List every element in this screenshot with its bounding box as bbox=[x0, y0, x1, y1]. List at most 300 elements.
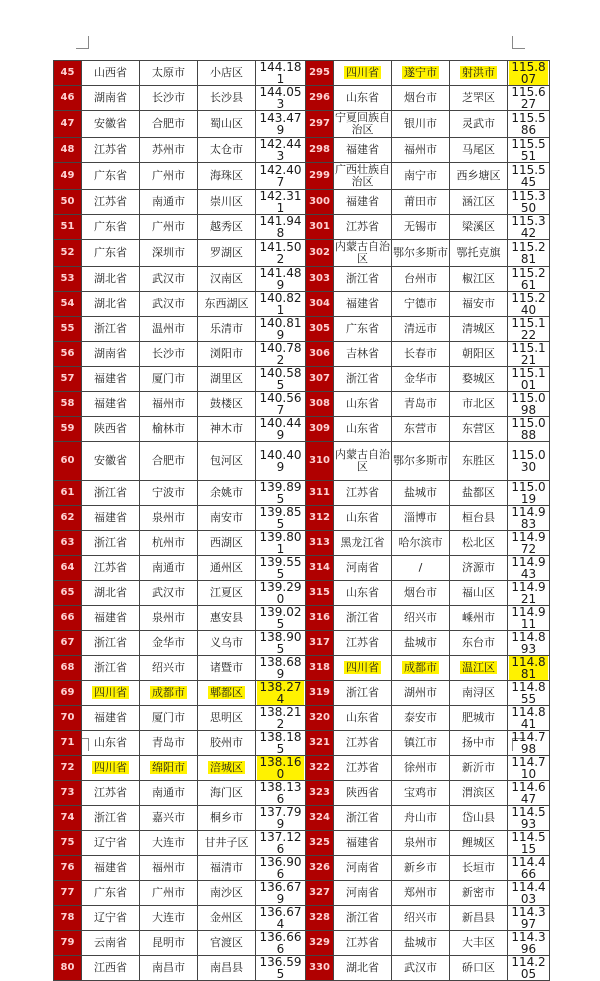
city-cell: 长春市 bbox=[392, 342, 450, 367]
table-row bbox=[54, 781, 550, 806]
province-cell: 江苏省 bbox=[334, 931, 392, 956]
province-cell: 安徽省 bbox=[82, 111, 140, 138]
rank-cell: 308 bbox=[306, 392, 334, 417]
city-cell: 大连市 bbox=[140, 831, 198, 856]
district-cell: 渭滨区 bbox=[450, 781, 508, 806]
score-cell: 136.674 bbox=[256, 906, 306, 931]
city-cell: 盐城市 bbox=[392, 631, 450, 656]
score-cell: 114.205 bbox=[508, 956, 550, 981]
city-cell: 舟山市 bbox=[392, 806, 450, 831]
rank-cell: 299 bbox=[306, 163, 334, 190]
city-cell: 郑州市 bbox=[392, 881, 450, 906]
province-cell: 云南省 bbox=[82, 931, 140, 956]
score-cell: 114.972 bbox=[508, 531, 550, 556]
district-cell: 东胜区 bbox=[450, 442, 508, 481]
district-cell: 新密市 bbox=[450, 881, 508, 906]
district-cell: 硚口区 bbox=[450, 956, 508, 981]
rank-cell: 316 bbox=[306, 606, 334, 631]
score-cell: 114.403 bbox=[508, 881, 550, 906]
score-cell: 139.025 bbox=[256, 606, 306, 631]
city-cell: 宁波市 bbox=[140, 481, 198, 506]
province-cell: 山东省 bbox=[334, 506, 392, 531]
district-cell: 岱山县 bbox=[450, 806, 508, 831]
province-cell: 吉林省 bbox=[334, 342, 392, 367]
province-cell: 河南省 bbox=[334, 881, 392, 906]
rank-cell: 322 bbox=[306, 756, 334, 781]
table-row bbox=[54, 756, 550, 781]
score-cell: 115.019 bbox=[508, 481, 550, 506]
district-cell: 长沙县 bbox=[198, 86, 256, 111]
province-cell: 山东省 bbox=[334, 86, 392, 111]
rank-cell: 72 bbox=[54, 756, 82, 781]
district-cell: 新昌县 bbox=[450, 906, 508, 931]
score-cell: 114.798 bbox=[508, 731, 550, 756]
rank-cell: 73 bbox=[54, 781, 82, 806]
score-cell: 115.121 bbox=[508, 342, 550, 367]
city-cell: 南昌市 bbox=[140, 956, 198, 981]
city-cell: 大连市 bbox=[140, 906, 198, 931]
city-cell: 盐城市 bbox=[392, 481, 450, 506]
table-row bbox=[54, 931, 550, 956]
province-cell: 浙江省 bbox=[82, 631, 140, 656]
city-cell: 鄂尔多斯市 bbox=[392, 442, 450, 481]
rank-cell: 79 bbox=[54, 931, 82, 956]
district-cell: 福山区 bbox=[450, 581, 508, 606]
district-cell: 东营区 bbox=[450, 417, 508, 442]
province-cell: 山东省 bbox=[334, 417, 392, 442]
province-cell: 江苏省 bbox=[82, 138, 140, 163]
table-row bbox=[54, 581, 550, 606]
highlighted-text: 四川省 bbox=[94, 686, 127, 699]
province-cell: 内蒙古自治区 bbox=[335, 240, 390, 265]
province-cell: 福建省 bbox=[82, 506, 140, 531]
city-cell: 鄂尔多斯市 bbox=[392, 240, 450, 267]
rank-cell: 54 bbox=[54, 292, 82, 317]
table-row bbox=[54, 215, 550, 240]
district-cell: 神木市 bbox=[198, 417, 256, 442]
city-cell: 厦门市 bbox=[140, 367, 198, 392]
table-row bbox=[54, 392, 550, 417]
district-cell: 海珠区 bbox=[198, 163, 256, 190]
table-row bbox=[54, 731, 550, 756]
score-cell bbox=[508, 61, 550, 86]
city-cell: 厦门市 bbox=[140, 706, 198, 731]
score-cell: 114.515 bbox=[508, 831, 550, 856]
score-cell: 141.489 bbox=[256, 267, 306, 292]
score-cell: 139.290 bbox=[256, 581, 306, 606]
city-cell: 镇江市 bbox=[392, 731, 450, 756]
province-cell: 江苏省 bbox=[82, 556, 140, 581]
city-cell: 合肥市 bbox=[140, 442, 198, 481]
province-cell: 陕西省 bbox=[334, 781, 392, 806]
score-cell: 136.906 bbox=[256, 856, 306, 881]
province-cell bbox=[334, 656, 392, 681]
province-cell: 浙江省 bbox=[334, 806, 392, 831]
district-cell: 金州区 bbox=[198, 906, 256, 931]
rank-cell: 313 bbox=[306, 531, 334, 556]
city-cell: 广州市 bbox=[140, 163, 198, 190]
district-cell: 大丰区 bbox=[450, 931, 508, 956]
table-row bbox=[54, 631, 550, 656]
rank-cell: 305 bbox=[306, 317, 334, 342]
rank-cell: 51 bbox=[54, 215, 82, 240]
district-cell: 胶州市 bbox=[198, 731, 256, 756]
highlighted-text: 四川省 bbox=[346, 661, 379, 674]
table-row bbox=[54, 556, 550, 581]
province-cell: 江西省 bbox=[82, 956, 140, 981]
score-cell: 136.679 bbox=[256, 881, 306, 906]
score-cell: 138.212 bbox=[256, 706, 306, 731]
city-cell: 银川市 bbox=[392, 111, 450, 138]
district-cell bbox=[198, 756, 256, 781]
rank-cell: 74 bbox=[54, 806, 82, 831]
district-cell: 济源市 bbox=[450, 556, 508, 581]
city-cell: 武汉市 bbox=[140, 292, 198, 317]
score-cell: 114.943 bbox=[508, 556, 550, 581]
score-cell: 138.136 bbox=[256, 781, 306, 806]
city-cell: 绍兴市 bbox=[392, 906, 450, 931]
city-cell: 南通市 bbox=[140, 781, 198, 806]
district-cell: 清城区 bbox=[450, 317, 508, 342]
district-cell: 芝罘区 bbox=[450, 86, 508, 111]
province-cell: 浙江省 bbox=[334, 906, 392, 931]
score-cell: 140.567 bbox=[256, 392, 306, 417]
district-cell: 扬中市 bbox=[450, 731, 508, 756]
city-cell: 南通市 bbox=[140, 556, 198, 581]
rank-cell: 48 bbox=[54, 138, 82, 163]
table-row bbox=[54, 506, 550, 531]
province-cell: 福建省 bbox=[334, 138, 392, 163]
table-row bbox=[54, 831, 550, 856]
district-cell: 梁溪区 bbox=[450, 215, 508, 240]
score-cell: 140.821 bbox=[256, 292, 306, 317]
table-row bbox=[54, 367, 550, 392]
score-cell: 139.855 bbox=[256, 506, 306, 531]
rank-cell: 326 bbox=[306, 856, 334, 881]
province-cell: 广东省 bbox=[82, 215, 140, 240]
rank-cell: 327 bbox=[306, 881, 334, 906]
district-cell: 南沙区 bbox=[198, 881, 256, 906]
province-cell: 陕西省 bbox=[82, 417, 140, 442]
score-cell bbox=[256, 756, 306, 781]
city-cell: 杭州市 bbox=[140, 531, 198, 556]
score-cell: 114.396 bbox=[508, 931, 550, 956]
rank-cell: 311 bbox=[306, 481, 334, 506]
table-row bbox=[54, 856, 550, 881]
province-cell: 黑龙江省 bbox=[334, 531, 392, 556]
district-cell: 惠安县 bbox=[198, 606, 256, 631]
score-cell: 114.841 bbox=[508, 706, 550, 731]
score-cell: 115.088 bbox=[508, 417, 550, 442]
highlighted-text: 绵阳市 bbox=[152, 761, 185, 774]
city-cell: 昆明市 bbox=[140, 931, 198, 956]
city-cell: 清远市 bbox=[392, 317, 450, 342]
district-cell: 长垣市 bbox=[450, 856, 508, 881]
rank-cell: 297 bbox=[306, 111, 334, 138]
score-cell bbox=[256, 681, 306, 706]
rank-cell: 49 bbox=[54, 163, 82, 190]
score-cell: 137.799 bbox=[256, 806, 306, 831]
city-cell: 福州市 bbox=[140, 856, 198, 881]
district-cell: 通州区 bbox=[198, 556, 256, 581]
table-row bbox=[54, 342, 550, 367]
province-cell: 江苏省 bbox=[334, 731, 392, 756]
province-cell: 湖北省 bbox=[82, 292, 140, 317]
province-cell bbox=[334, 61, 392, 86]
district-cell: 市北区 bbox=[450, 392, 508, 417]
rank-cell: 67 bbox=[54, 631, 82, 656]
district-cell bbox=[450, 61, 508, 86]
rank-cell: 330 bbox=[306, 956, 334, 981]
district-cell: 东台市 bbox=[450, 631, 508, 656]
city-cell: 南宁市 bbox=[392, 163, 450, 190]
rank-cell: 59 bbox=[54, 417, 82, 442]
rank-cell: 295 bbox=[306, 61, 334, 86]
district-cell: 朝阳区 bbox=[450, 342, 508, 367]
score-cell: 114.893 bbox=[508, 631, 550, 656]
rank-cell: 307 bbox=[306, 367, 334, 392]
score-cell: 139.801 bbox=[256, 531, 306, 556]
rank-cell: 62 bbox=[54, 506, 82, 531]
province-cell: 福建省 bbox=[334, 190, 392, 215]
score-cell: 138.185 bbox=[256, 731, 306, 756]
table-row bbox=[54, 163, 550, 190]
score-cell: 141.502 bbox=[256, 240, 306, 267]
highlighted-text: 温江区 bbox=[462, 661, 495, 674]
province-cell: 浙江省 bbox=[334, 606, 392, 631]
table-row bbox=[54, 86, 550, 111]
score-cell: 138.689 bbox=[256, 656, 306, 681]
district-cell: 义乌市 bbox=[198, 631, 256, 656]
city-cell: 莆田市 bbox=[392, 190, 450, 215]
province-cell: 江苏省 bbox=[334, 215, 392, 240]
city-cell: 烟台市 bbox=[392, 86, 450, 111]
province-cell: 广东省 bbox=[82, 240, 140, 267]
province-cell: 福建省 bbox=[334, 292, 392, 317]
province-cell: 河南省 bbox=[334, 556, 392, 581]
city-cell: 广州市 bbox=[140, 215, 198, 240]
city-cell: 淄博市 bbox=[392, 506, 450, 531]
crop-mark-top-right bbox=[512, 36, 525, 49]
score-cell: 114.397 bbox=[508, 906, 550, 931]
rank-cell: 50 bbox=[54, 190, 82, 215]
province-cell: 浙江省 bbox=[334, 267, 392, 292]
province-cell: 湖北省 bbox=[82, 581, 140, 606]
rank-cell: 58 bbox=[54, 392, 82, 417]
rank-cell: 68 bbox=[54, 656, 82, 681]
city-cell: 嘉兴市 bbox=[140, 806, 198, 831]
table-row bbox=[54, 111, 550, 138]
province-cell: 浙江省 bbox=[334, 367, 392, 392]
city-cell: 南通市 bbox=[140, 190, 198, 215]
highlighted-text: 遂宁市 bbox=[404, 66, 437, 79]
province-cell: 广东省 bbox=[334, 317, 392, 342]
score-cell: 114.911 bbox=[508, 606, 550, 631]
district-cell: 南安市 bbox=[198, 506, 256, 531]
rank-cell: 296 bbox=[306, 86, 334, 111]
district-cell: 太仓市 bbox=[198, 138, 256, 163]
city-cell: 金华市 bbox=[392, 367, 450, 392]
district-cell: 鼓楼区 bbox=[198, 392, 256, 417]
district-cell: 诸暨市 bbox=[198, 656, 256, 681]
city-cell: 徐州市 bbox=[392, 756, 450, 781]
score-cell: 144.181 bbox=[256, 61, 306, 86]
district-cell: 湖里区 bbox=[198, 367, 256, 392]
city-cell: 武汉市 bbox=[140, 267, 198, 292]
score-cell: 144.053 bbox=[256, 86, 306, 111]
province-cell: 辽宁省 bbox=[82, 906, 140, 931]
score-cell: 115.551 bbox=[508, 138, 550, 163]
district-cell: 崇川区 bbox=[198, 190, 256, 215]
highlighted-text: 114.881 bbox=[509, 656, 548, 680]
rank-cell: 80 bbox=[54, 956, 82, 981]
district-cell: 西乡塘区 bbox=[450, 163, 508, 190]
district-cell: 南昌县 bbox=[198, 956, 256, 981]
table-row bbox=[54, 292, 550, 317]
score-cell: 115.030 bbox=[508, 442, 550, 481]
province-cell: 江苏省 bbox=[334, 481, 392, 506]
district-cell: 鲤城区 bbox=[450, 831, 508, 856]
score-cell: 114.593 bbox=[508, 806, 550, 831]
city-cell: 长沙市 bbox=[140, 342, 198, 367]
city-cell: 榆林市 bbox=[140, 417, 198, 442]
district-cell: 甘井子区 bbox=[198, 831, 256, 856]
province-cell: 山西省 bbox=[82, 61, 140, 86]
table-row bbox=[54, 317, 550, 342]
city-cell: 青岛市 bbox=[392, 392, 450, 417]
highlighted-text: 138.274 bbox=[257, 681, 304, 705]
rank-cell: 315 bbox=[306, 581, 334, 606]
city-cell: 哈尔滨市 bbox=[392, 531, 450, 556]
city-cell: 太原市 bbox=[140, 61, 198, 86]
rank-cell: 77 bbox=[54, 881, 82, 906]
province-cell: 江苏省 bbox=[82, 190, 140, 215]
rank-cell: 63 bbox=[54, 531, 82, 556]
province-cell: 福建省 bbox=[82, 367, 140, 392]
score-cell: 115.627 bbox=[508, 86, 550, 111]
province-cell bbox=[82, 756, 140, 781]
district-cell: 越秀区 bbox=[198, 215, 256, 240]
rank-cell: 56 bbox=[54, 342, 82, 367]
rank-cell: 71 bbox=[54, 731, 82, 756]
city-cell: 泉州市 bbox=[140, 606, 198, 631]
district-cell: 思明区 bbox=[198, 706, 256, 731]
score-cell: 115.342 bbox=[508, 215, 550, 240]
district-cell: 灵武市 bbox=[450, 111, 508, 138]
district-cell: 椒江区 bbox=[450, 267, 508, 292]
table-row bbox=[54, 681, 550, 706]
rank-cell: 304 bbox=[306, 292, 334, 317]
city-cell: 绍兴市 bbox=[140, 656, 198, 681]
province-cell: 内蒙古自治区 bbox=[334, 442, 392, 481]
rank-cell: 57 bbox=[54, 367, 82, 392]
city-cell bbox=[392, 656, 450, 681]
ranking-table bbox=[53, 60, 550, 981]
rank-cell: 75 bbox=[54, 831, 82, 856]
rank-cell: 314 bbox=[306, 556, 334, 581]
district-cell: 西湖区 bbox=[198, 531, 256, 556]
score-cell: 136.595 bbox=[256, 956, 306, 981]
city-cell bbox=[140, 756, 198, 781]
city-cell: 宁德市 bbox=[392, 292, 450, 317]
province-cell: 河南省 bbox=[334, 856, 392, 881]
province-cell: 山东省 bbox=[334, 706, 392, 731]
score-cell: 142.311 bbox=[256, 190, 306, 215]
rank-cell: 328 bbox=[306, 906, 334, 931]
rank-cell: 310 bbox=[306, 442, 334, 481]
rank-cell: 321 bbox=[306, 731, 334, 756]
rank-cell: 319 bbox=[306, 681, 334, 706]
city-cell: 合肥市 bbox=[140, 111, 198, 138]
district-cell: 鄂托克旗 bbox=[450, 240, 508, 267]
score-cell: 115.240 bbox=[508, 292, 550, 317]
province-cell: 浙江省 bbox=[334, 681, 392, 706]
province-cell: 山东省 bbox=[334, 392, 392, 417]
rank-cell: 312 bbox=[306, 506, 334, 531]
city-cell: 深圳市 bbox=[140, 240, 198, 267]
score-cell: 140.449 bbox=[256, 417, 306, 442]
highlighted-text: 四川省 bbox=[346, 66, 379, 79]
table-row bbox=[54, 61, 550, 86]
city-cell: 温州市 bbox=[140, 317, 198, 342]
score-cell: 114.466 bbox=[508, 856, 550, 881]
province-cell: 山东省 bbox=[334, 581, 392, 606]
score-cell: 115.261 bbox=[508, 267, 550, 292]
table-row bbox=[54, 956, 550, 981]
rank-cell: 302 bbox=[306, 240, 334, 267]
table-row bbox=[54, 190, 550, 215]
rank-cell: 66 bbox=[54, 606, 82, 631]
province-cell: 浙江省 bbox=[82, 806, 140, 831]
city-cell: 东营市 bbox=[392, 417, 450, 442]
province-cell: 湖北省 bbox=[82, 267, 140, 292]
district-cell: 桐乡市 bbox=[198, 806, 256, 831]
highlighted-text: 郫都区 bbox=[210, 686, 243, 699]
district-cell: 罗湖区 bbox=[198, 240, 256, 267]
district-cell: 东西湖区 bbox=[198, 292, 256, 317]
score-cell: 139.555 bbox=[256, 556, 306, 581]
score-cell: 140.585 bbox=[256, 367, 306, 392]
table-row bbox=[54, 481, 550, 506]
score-cell: 142.443 bbox=[256, 138, 306, 163]
table-row bbox=[54, 417, 550, 442]
rank-cell: 325 bbox=[306, 831, 334, 856]
score-cell: 140.409 bbox=[256, 442, 306, 481]
table-row bbox=[54, 442, 550, 481]
score-cell: 115.545 bbox=[508, 163, 550, 190]
city-cell: 长沙市 bbox=[140, 86, 198, 111]
district-cell: 乐清市 bbox=[198, 317, 256, 342]
rank-cell: 317 bbox=[306, 631, 334, 656]
district-cell: 新沂市 bbox=[450, 756, 508, 781]
score-cell: 115.350 bbox=[508, 190, 550, 215]
city-cell: 金华市 bbox=[140, 631, 198, 656]
district-cell: 江夏区 bbox=[198, 581, 256, 606]
rank-cell: 60 bbox=[54, 442, 82, 481]
highlighted-text: 成都市 bbox=[152, 686, 185, 699]
district-cell: 汉南区 bbox=[198, 267, 256, 292]
score-cell: 140.819 bbox=[256, 317, 306, 342]
city-cell: 苏州市 bbox=[140, 138, 198, 163]
highlighted-text: 涪城区 bbox=[210, 761, 243, 774]
district-cell: 蜀山区 bbox=[198, 111, 256, 138]
province-cell: 湖南省 bbox=[82, 86, 140, 111]
province-cell: 浙江省 bbox=[82, 531, 140, 556]
rank-cell: 329 bbox=[306, 931, 334, 956]
city-cell: 武汉市 bbox=[392, 956, 450, 981]
rank-cell: 47 bbox=[54, 111, 82, 138]
highlighted-text: 四川省 bbox=[94, 761, 127, 774]
